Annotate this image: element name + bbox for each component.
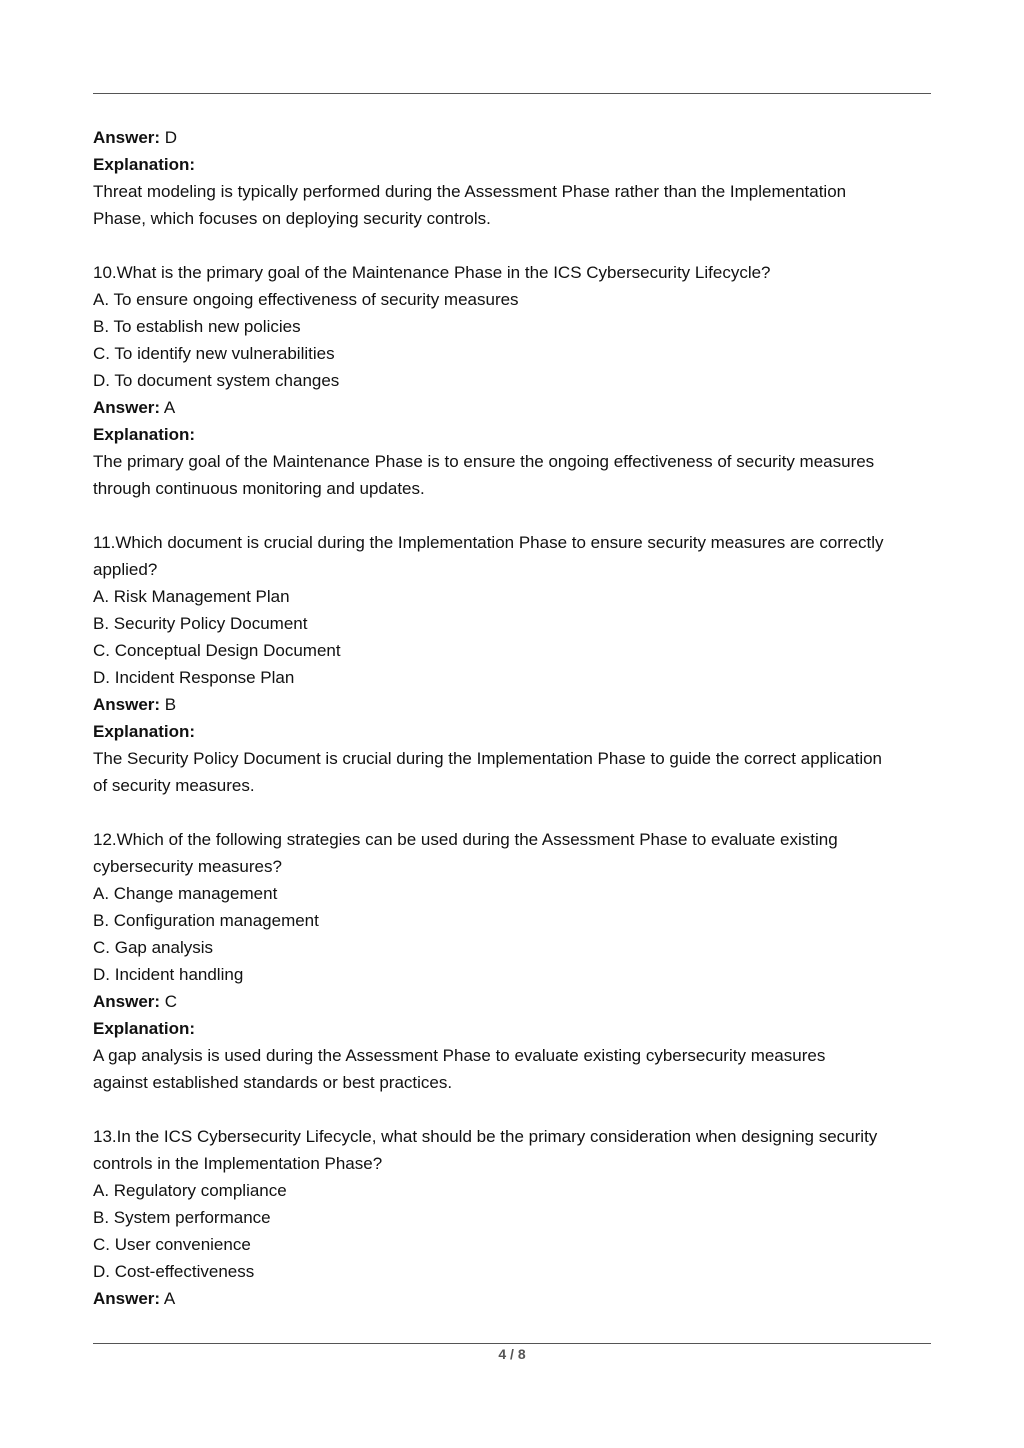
explanation-label bbox=[93, 151, 943, 178]
explanation-text: A gap analysis is used during the Assessment Phase to evaluate existing cybersecurity measures bbox=[93, 1046, 826, 1065]
explanation-label-text: Explanation: bbox=[93, 425, 196, 444]
explanation-text: Phase, which focuses on deploying security controls. bbox=[93, 209, 491, 228]
question-text: 11.Which document is crucial during the Implementation Phase to ensure security measures are correctly bbox=[93, 533, 884, 552]
explanation-text: Threat modeling is typically performed during the Assessment Phase rather than the Implementation bbox=[93, 182, 847, 201]
question-text: cybersecurity measures? bbox=[93, 857, 282, 876]
answer-value: A bbox=[160, 1289, 176, 1308]
option-a: A. Change management bbox=[93, 884, 278, 903]
question-10 bbox=[93, 259, 943, 502]
explanation-text: through continuous monitoring and updates. bbox=[93, 479, 425, 498]
explanation-text: The Security Policy Document is crucial during the Implementation Phase to guide the correct application bbox=[93, 749, 883, 768]
option-d: D. To document system changes bbox=[93, 371, 340, 390]
header-divider bbox=[93, 93, 931, 94]
explanation-text: The primary goal of the Maintenance Phase is to ensure the ongoing effectiveness of security measures bbox=[93, 452, 875, 471]
explanation-text: against established standards or best practices. bbox=[93, 1073, 453, 1092]
footer-divider bbox=[93, 1343, 931, 1344]
page-number: 4 / 8 bbox=[498, 1346, 526, 1362]
explanation-label-text: Explanation: bbox=[93, 155, 196, 174]
option-a: A. Regulatory compliance bbox=[93, 1181, 287, 1200]
question-text: 12.Which of the following strategies can be used during the Assessment Phase to evaluate existing bbox=[93, 830, 838, 849]
question-12 bbox=[93, 826, 943, 1096]
option-b: B. To establish new policies bbox=[93, 317, 301, 336]
question-text: 13.In the ICS Cybersecurity Lifecycle, what should be the primary consideration when designing security bbox=[93, 1127, 878, 1146]
answer-label: Answer: bbox=[93, 1289, 161, 1308]
answer-label: Answer: bbox=[93, 695, 161, 714]
answer-label: Answer: bbox=[93, 128, 161, 147]
answer-value: C bbox=[160, 992, 178, 1011]
option-a: A. Risk Management Plan bbox=[93, 587, 290, 606]
answer-value: A bbox=[160, 398, 176, 417]
answer-line bbox=[93, 1285, 943, 1312]
explanation-label bbox=[93, 421, 943, 448]
explanation-label-text: Explanation: bbox=[93, 1019, 196, 1038]
option-b: B. Security Policy Document bbox=[93, 614, 308, 633]
question-13 bbox=[93, 1123, 943, 1312]
question-text: controls in the Implementation Phase? bbox=[93, 1154, 383, 1173]
option-c: C. Gap analysis bbox=[93, 938, 213, 957]
answer-value: B bbox=[160, 695, 177, 714]
option-d: D. Cost-effectiveness bbox=[93, 1262, 255, 1281]
explanation-label bbox=[93, 718, 943, 745]
answer-line bbox=[93, 691, 943, 718]
option-c: C. Conceptual Design Document bbox=[93, 641, 341, 660]
option-d: D. Incident handling bbox=[93, 965, 244, 984]
question-text: applied? bbox=[93, 560, 158, 579]
answer-line bbox=[93, 988, 943, 1015]
option-d: D. Incident Response Plan bbox=[93, 668, 295, 687]
explanation-label-text: Explanation: bbox=[93, 722, 196, 741]
answer-line bbox=[93, 394, 943, 421]
explanation-label bbox=[93, 1015, 943, 1042]
option-b: B. System performance bbox=[93, 1208, 271, 1227]
answer-label: Answer: bbox=[93, 992, 161, 1011]
option-c: C. To identify new vulnerabilities bbox=[93, 344, 335, 363]
answer-label: Answer: bbox=[93, 398, 161, 417]
explanation-text: of security measures. bbox=[93, 776, 255, 795]
previous-answer-block bbox=[93, 124, 943, 232]
option-b: B. Configuration management bbox=[93, 911, 319, 930]
question-11 bbox=[93, 529, 943, 799]
answer-line bbox=[93, 124, 943, 151]
option-c: C. User convenience bbox=[93, 1235, 251, 1254]
document-body bbox=[93, 124, 943, 1312]
answer-value: D bbox=[160, 128, 178, 147]
option-a: A. To ensure ongoing effectiveness of security measures bbox=[93, 290, 519, 309]
question-text: 10.What is the primary goal of the Maintenance Phase in the ICS Cybersecurity Lifecycle? bbox=[93, 263, 771, 282]
